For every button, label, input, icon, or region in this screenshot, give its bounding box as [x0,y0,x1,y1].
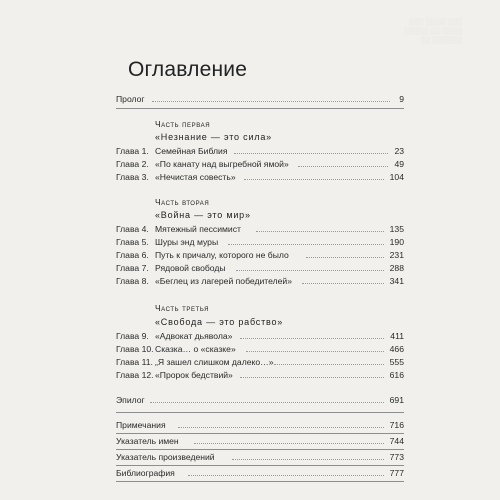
toc-entry-chapter-11[interactable] [116,355,404,369]
dot-leader [188,475,384,476]
toc-entry-page: 23 [394,146,404,156]
dot-leader [240,377,384,378]
toc-entry-page: 9 [399,94,404,104]
toc-entry-chapter-12[interactable] [116,368,404,382]
dot-leader [298,166,388,167]
toc-entry-page: 773 [389,452,404,462]
chapter-label: Глава 10. [116,344,154,354]
dot-leader [152,101,390,102]
dot-leader [306,257,384,258]
chapter-label: Глава 1. [116,146,149,156]
toc-entry-page: 341 [389,276,404,286]
dot-leader [236,270,384,271]
toc-entry-chapter-1[interactable] [116,144,404,158]
toc-entry-page: 716 [389,420,404,430]
toc-entry-title: Указатель имен [116,436,179,446]
dot-leader [240,338,384,339]
chapter-label: Глава 2. [116,159,149,169]
toc-entry-page: 411 [390,331,404,341]
divider-rule [116,481,404,482]
toc-entry-works-index[interactable] [116,450,404,464]
toc-entry-chapter-10[interactable] [116,342,404,356]
toc-entry-chapter-4[interactable] [116,222,404,236]
toc-entry-notes[interactable] [116,418,404,432]
toc-entry-chapter-3[interactable] [116,170,404,184]
toc-entry-title: «Пророк бедствий» [155,370,233,380]
toc-entry-bibliography[interactable] [116,466,404,480]
toc-entry-chapter-8[interactable] [116,274,404,288]
page-title: Оглавление [128,58,248,81]
toc-entry-title: «По канату над выгребной ямой» [155,159,289,169]
toc-entry-title: Указатель произведений [116,452,215,462]
toc-entry-page: 555 [389,357,404,367]
part-motto: «Свобода — это рабство» [155,317,284,327]
dot-leader [178,427,384,428]
toc-entry-title: Семейная Библия [155,146,228,156]
bleed-through-text: ░░░ ░░░░ ░░░ ░░░░░ ░░ ░░░░ ░░ ░░░░░░ [403,19,462,44]
chapter-label: Глава 4. [116,224,149,234]
toc-entry-title: «Нечистая совесть» [155,172,236,182]
dot-leader [194,443,384,444]
toc-entry-page: 104 [389,172,404,182]
toc-entry-title: Пролог [116,94,145,104]
toc-entry-page: 135 [389,224,404,234]
toc-entry-prologue[interactable] [116,92,404,106]
chapter-label: Глава 5. [116,237,149,247]
chapter-label: Глава 11. [116,357,153,367]
dot-leader [234,153,388,154]
chapter-label: Глава 8. [116,276,149,286]
chapter-label: Глава 3. [116,172,149,182]
toc-entry-page: 691 [389,395,404,405]
toc-entry-page: 466 [389,344,404,354]
toc-entry-title: Примечания [116,420,166,430]
dot-leader [232,459,384,460]
toc-entry-name-index[interactable] [116,434,404,448]
toc-entry-page: 231 [389,250,404,260]
toc-entry-epilogue[interactable] [116,393,404,407]
toc-entry-title: Рядовой свободы [155,263,226,273]
chapter-label: Глава 7. [116,263,149,273]
part-label: Часть первая [155,119,211,129]
toc-entry-title: Сказка… о «сказке» [155,344,236,354]
toc-entry-chapter-2[interactable] [116,157,404,171]
toc-entry-page: 616 [389,370,404,380]
divider-rule [116,412,404,413]
toc-entry-title: „Я зашел слишком далеко…» [155,357,274,367]
toc-entry-title: Мятежный пессимист [155,224,241,234]
chapter-label: Глава 6. [116,250,149,260]
toc-entry-title: Путь к причалу, которого не было [155,250,289,260]
part-motto: «Война — это мир» [155,210,251,220]
toc-entry-chapter-5[interactable] [116,235,404,249]
part-motto: «Незнание — это сила» [155,132,272,142]
toc-entry-page: 744 [389,436,404,446]
dot-leader [302,283,384,284]
dot-leader [150,402,384,403]
dot-leader [256,231,384,232]
chapter-label: Глава 9. [116,331,149,341]
toc-entry-chapter-9[interactable] [116,329,404,343]
chapter-label: Глава 12. [116,370,154,380]
toc-entry-chapter-7[interactable] [116,261,404,275]
toc-entry-page: 49 [394,159,404,169]
dot-leader [246,351,384,352]
dot-leader [274,364,384,365]
toc-entry-title: «Адвокат дьявола» [155,331,233,341]
toc-entry-title: Эпилог [116,395,145,405]
toc-entry-page: 777 [389,468,404,478]
divider-rule [116,108,404,109]
toc-entry-chapter-6[interactable] [116,248,404,262]
part-label: Часть вторая [155,197,210,207]
toc-entry-title: «Беглец из лагерей победителей» [155,276,293,286]
toc-entry-title: Шуры энд муры [155,237,219,247]
dot-leader [244,179,384,180]
dot-leader [228,244,384,245]
toc-entry-page: 190 [389,237,404,247]
part-label: Часть третья [155,303,210,313]
toc-entry-page: 288 [389,263,404,273]
toc-entry-title: Библиография [116,468,175,478]
